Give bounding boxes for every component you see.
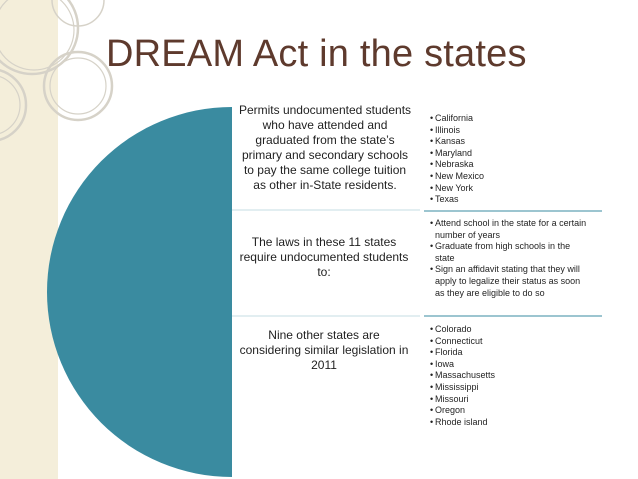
list-item: • Missouri <box>430 394 605 406</box>
list-item: • New Mexico <box>430 171 605 183</box>
list-item: • Florida <box>430 347 605 359</box>
row-3-state-list <box>430 324 605 428</box>
slide-title: DREAM Act in the states <box>106 33 527 75</box>
list-item: • Graduate from high schools in the state <box>430 241 588 264</box>
list-item: • Connecticut <box>430 336 605 348</box>
list-item: • Rhode island <box>430 417 605 429</box>
list-item: • Maryland <box>430 148 605 160</box>
list-item: • Illinois <box>430 125 605 137</box>
row-1-state-list <box>430 113 605 206</box>
list-item: • Iowa <box>430 359 605 371</box>
list-item: • California <box>430 113 605 125</box>
row-3-description: Nine other states are considering similar legislation in 2011 <box>239 328 409 372</box>
row-2-requirement-list <box>430 218 588 299</box>
list-item: • Attend school in the state for a certain number of years <box>430 218 588 241</box>
list-item: • Kansas <box>430 136 605 148</box>
list-item: • Sign an affidavit stating that they will apply to legalize their status as soon as they are eligible to do so <box>430 264 588 299</box>
list-item: • New York <box>430 183 605 195</box>
list-item: • Oregon <box>430 405 605 417</box>
row-2-description: The laws in these 11 states require undocumented students to: <box>239 235 409 279</box>
list-item: • Texas <box>430 194 605 206</box>
row-1-description: Permits undocumented students who have attended and graduated from the state’s primary and secondary schools to pay the same college tuition as other in-State residents. <box>238 103 412 192</box>
list-item: • Colorado <box>430 324 605 336</box>
list-item: • Massachusetts <box>430 370 605 382</box>
list-item: • Mississippi <box>430 382 605 394</box>
list-item: • Nebraska <box>430 159 605 171</box>
